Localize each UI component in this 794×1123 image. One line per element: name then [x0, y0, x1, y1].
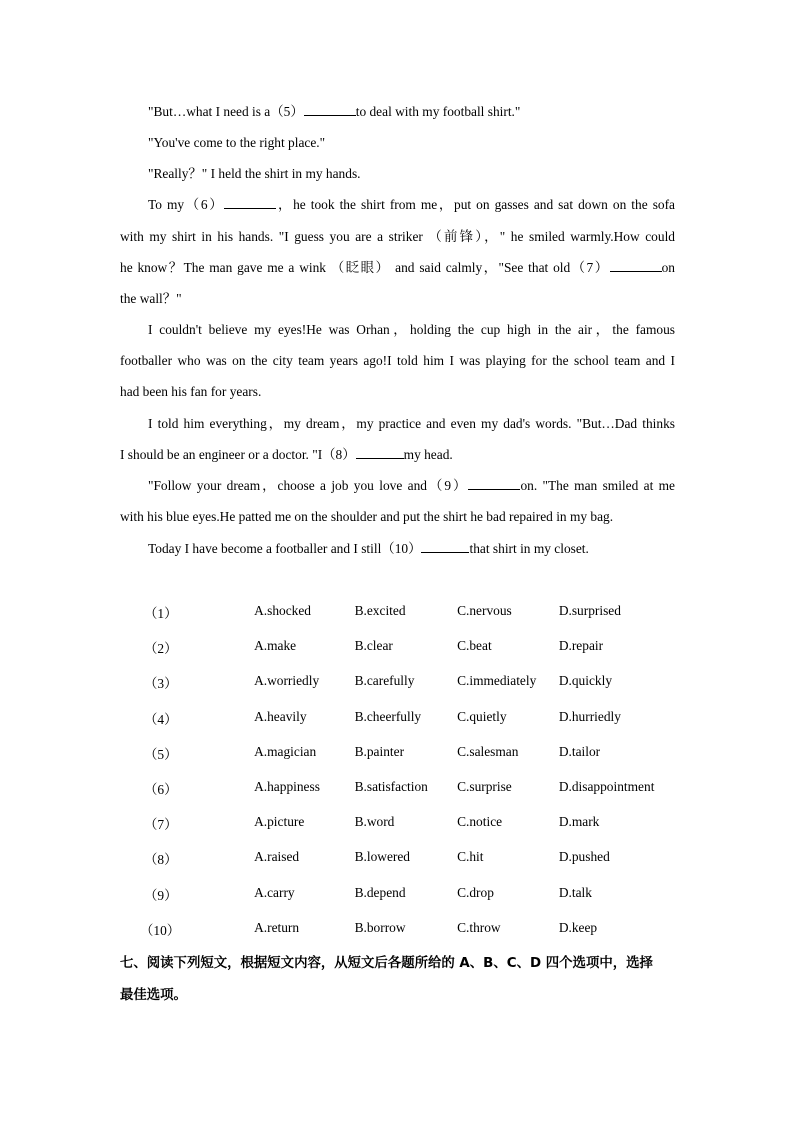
option-c: C.notice — [457, 814, 503, 830]
option-d: D.hurriedly — [558, 708, 621, 724]
passage-line: had been his fan for years. — [120, 384, 262, 399]
answer-blank-8 — [356, 447, 404, 459]
passage-line: the wall？" — [120, 291, 182, 306]
option-c: C.hit — [457, 849, 484, 865]
option-a: A.worriedly — [254, 673, 320, 689]
option-row — [120, 814, 675, 849]
option-b: B.satisfaction — [354, 778, 428, 794]
option-c: C.beat — [457, 638, 492, 654]
passage-line — [148, 477, 675, 495]
answer-blank-6 — [224, 197, 276, 209]
option-a: A.raised — [254, 849, 300, 865]
option-a: A.make — [254, 638, 297, 654]
line-text: that shirt in my closet. — [469, 541, 589, 556]
line-text: my head. — [403, 447, 453, 462]
line-text: he know？The man gave me a wink （眨眼） and said calmly，"See that old（7） — [120, 260, 610, 275]
passage-line: I couldn't believe my eyes!He was Orhan，holding the cup high in the air，the famous — [148, 322, 675, 337]
option-row — [120, 779, 675, 814]
option-c: C.drop — [457, 884, 494, 900]
option-d: D.quickly — [558, 673, 613, 689]
option-b: B.cheerfully — [354, 708, 422, 724]
line-text: on — [661, 260, 675, 275]
line-text: Today I have become a footballer and I still（10） — [148, 541, 422, 556]
option-a: A.happiness — [254, 778, 320, 794]
passage-line — [148, 196, 675, 214]
line-text: on. "The man smiled at me — [520, 478, 676, 493]
passage-line: with his blue eyes.He patted me on the shoulder and put the shirt he bad repaired in my bag. — [120, 509, 614, 524]
option-c: C.immediately — [457, 673, 537, 689]
question-number: （9） — [144, 887, 178, 903]
option-b: B.carefully — [354, 673, 415, 689]
option-c: C.salesman — [457, 743, 519, 759]
option-d: D.pushed — [558, 849, 610, 865]
option-d: D.talk — [558, 884, 592, 900]
option-a: A.return — [254, 919, 300, 935]
answer-blank-5 — [304, 104, 356, 116]
option-a: A.picture — [254, 814, 305, 830]
option-d: D.repair — [558, 638, 604, 654]
option-row — [120, 849, 675, 884]
option-row — [120, 744, 675, 779]
option-c: C.surprise — [457, 778, 512, 794]
answer-blank-9 — [468, 478, 520, 490]
line-text: to deal with my football shirt." — [355, 104, 521, 119]
passage-line — [120, 259, 675, 277]
passage-line: footballer who was on the city team years ago!I told him I was playing for the school team and I — [120, 353, 675, 368]
option-row — [120, 920, 675, 955]
passage-line — [120, 446, 675, 464]
question-number: （8） — [144, 852, 178, 868]
option-b: B.word — [354, 814, 395, 830]
passage-line — [148, 540, 675, 558]
option-d: D.disappointment — [558, 778, 655, 794]
question-number: （2） — [144, 641, 178, 657]
option-a: A.carry — [254, 884, 295, 900]
option-c: C.nervous — [457, 603, 512, 618]
option-c: C.throw — [457, 919, 501, 935]
question-number: （10） — [140, 922, 181, 938]
answer-blank-10 — [421, 541, 469, 553]
option-d: D.tailor — [558, 743, 601, 759]
question-number: （1） — [144, 606, 178, 621]
question-number: （3） — [144, 676, 178, 692]
option-d: D.mark — [558, 814, 600, 830]
passage-line: "Really？" I held the shirt in my hands. — [148, 166, 361, 181]
passage-line: "You've come to the right place." — [148, 135, 326, 150]
line-text: I should be an engineer or a doctor. "I（8） — [120, 447, 356, 462]
option-row — [120, 673, 675, 708]
option-a: A.shocked — [254, 603, 311, 618]
question-number: （4） — [144, 711, 178, 727]
option-d: D.keep — [558, 919, 598, 935]
line-text: To my（6） — [148, 197, 225, 212]
option-b: B.borrow — [354, 919, 406, 935]
option-row — [120, 603, 675, 638]
option-a: A.heavily — [254, 708, 307, 724]
passage-line: I told him everything，my dream，my practice and even my dad's words. "But…Dad thinks — [148, 416, 675, 431]
option-a: A.magician — [254, 743, 317, 759]
option-d: D.surprised — [558, 603, 621, 618]
question-number: （7） — [144, 817, 178, 833]
option-b: B.clear — [354, 638, 393, 654]
section-heading-cont: 最佳选项。 — [120, 988, 187, 1003]
option-row — [120, 709, 675, 744]
option-c: C.quietly — [457, 708, 507, 724]
question-number: （6） — [144, 781, 178, 797]
option-b: B.painter — [354, 743, 405, 759]
option-row — [120, 638, 675, 673]
question-number: （5） — [144, 746, 178, 762]
option-b: B.depend — [354, 884, 406, 900]
option-b: B.excited — [354, 603, 406, 618]
line-text: "Follow your dream，choose a job you love and（9） — [148, 478, 469, 493]
answer-blank-7 — [610, 260, 662, 272]
option-row — [120, 885, 675, 920]
options-table — [120, 603, 675, 955]
line-text: "But…what I need is a（5） — [148, 104, 304, 119]
passage-line — [148, 103, 675, 121]
option-b: B.lowered — [354, 849, 410, 865]
passage-line: with my shirt in his hands. "I guess you are a striker （前锋），" he smiled warmly.How could — [120, 229, 675, 244]
section-heading: 七、阅读下列短文，根据短文内容，从短文后各题所给的 A、B、C、D 四个选项中，选择 — [120, 956, 653, 971]
line-text: ，he took the shirt from me，put on gasses and sat down on the sofa — [276, 197, 676, 212]
